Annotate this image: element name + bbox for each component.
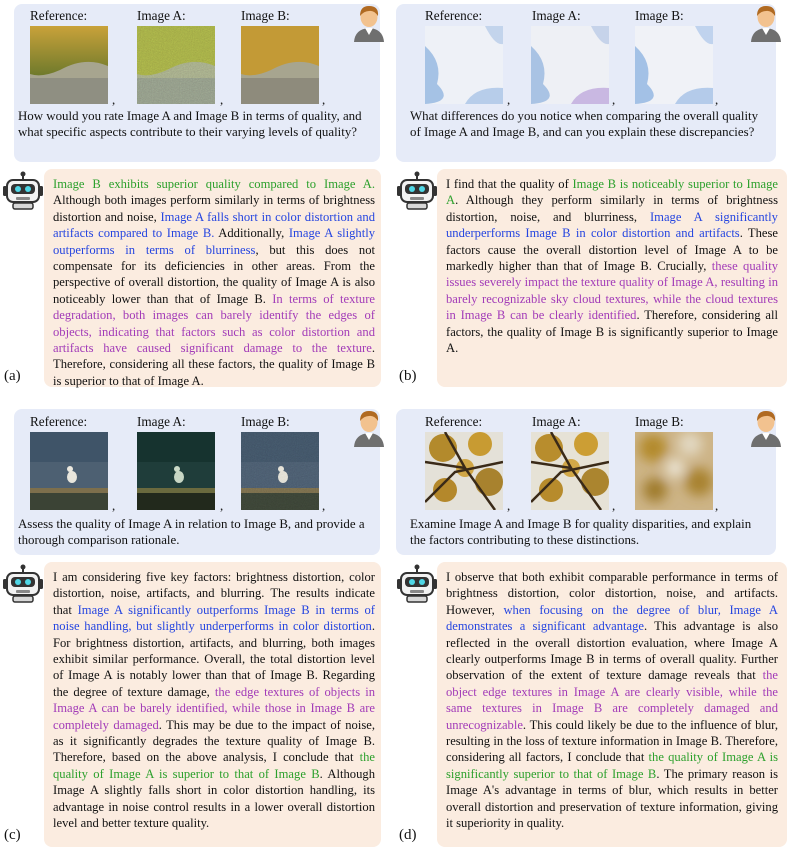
- image-b-label-d: Image B:: [635, 414, 684, 429]
- reference-label-a: Reference:: [30, 8, 88, 23]
- image-a-label-d: Image A:: [532, 414, 581, 429]
- answer-segment: when focusing on the degree of blur, Image A demonstrates a significant advantage: [446, 602, 778, 634]
- answer-segment: the quality of Image A is significantly superior to that of Image B: [446, 750, 778, 781]
- answer-segment: I observe that both exhibit comparable performance in terms of brightness distortion, color distortion, noise, and artifacts. However,: [446, 570, 778, 617]
- reference-label-d: Reference:: [425, 414, 483, 429]
- answer-segment: the edge textures of objects in Image A can be barely identified, while those in Image B are completely damaged: [53, 684, 375, 732]
- question-text-b: What differences do you notice when comparing the overall quality of Image A and Image B, and can you explain these discrepancies?: [410, 109, 759, 140]
- user-avatar-icon: [352, 4, 386, 47]
- image-b-label-a: Image B:: [241, 8, 290, 23]
- answer-segment: . This could likely be due to the influence of blur, resulting in the loss of texture information in Image B. Therefore, considering all factors, I conclude that: [446, 717, 778, 765]
- answer-text-b: [446, 176, 778, 356]
- answer-segment: Image A significantly underperforms Image B in color distortion and artifacts: [446, 209, 778, 241]
- image-a-label-c: Image A:: [137, 414, 186, 429]
- answer-segment: , but this does not compensate for its deficiencies in other areas. From the perspective of overall distortion, the quality of Image A is also noticeably lower than that of Image B.: [53, 242, 375, 306]
- answer-segment: . Although they perform similarly in terms of brightness distortion, noise, and blurriness,: [446, 193, 778, 224]
- reference-image-d: [425, 432, 503, 510]
- answer-segment: . Therefore, considering all these factors, the quality of Image B is superior to that of Image A.: [53, 341, 375, 388]
- answer-segment: Image B is noticeably superior to Image A: [446, 177, 778, 208]
- image-b-thumbnail-d: [635, 432, 713, 510]
- image-a-label-b: Image A:: [532, 8, 581, 23]
- comma: ,: [507, 92, 511, 107]
- image-b-label-c: Image B:: [241, 414, 290, 429]
- comma: ,: [112, 92, 116, 107]
- answer-segment: Although both images perform similarly in terms of brightness distortion and noise,: [53, 193, 375, 224]
- comma: ,: [612, 498, 616, 513]
- answer-segment: . Therefore, considering all factors, the quality of Image B is significantly superior to Image A.: [446, 308, 779, 356]
- answer-segment: Additionally,: [214, 226, 289, 241]
- answer-segment: the quality of Image A is superior to that of Image B: [53, 750, 375, 781]
- comma: ,: [715, 92, 719, 107]
- answer-segment: In terms of texture degradation, both images can barely identify the edges of objects, indicating that factors such as color distortion and artifacts have caused significant damage to the texture: [53, 291, 375, 356]
- answer-segment: Image A slightly outperforms in terms of blurriness: [53, 226, 375, 257]
- comma: ,: [715, 498, 719, 513]
- image-a-thumbnail-b: [531, 26, 609, 104]
- panel-tag-b: (b): [399, 368, 417, 384]
- panel-tag-d: (d): [399, 827, 417, 843]
- comma: ,: [220, 498, 224, 513]
- user-avatar-icon: [352, 409, 386, 452]
- answer-segment: . These factors cause the overall distortion level of Image A to be markedly higher than that of Image B. Crucially,: [446, 226, 778, 274]
- panel-tag-c: (c): [4, 827, 21, 843]
- answer-segment: these quality issues severely impact the texture quality of Image A, resulting in barely recognizable sky cloud textures, while the cloud textures in Image B can be clearly identified: [446, 259, 778, 323]
- robot-assistant-icon: [2, 563, 44, 608]
- reference-image-a: [30, 26, 108, 104]
- answer-segment: . This may be due to the impact of noise, as it significantly degrades the texture quality of Image B. Therefore, based on the above analysis, I conclude that: [53, 717, 375, 765]
- reference-image-c: [30, 432, 108, 510]
- answer-text-d: [446, 569, 778, 832]
- answer-segment: . Although Image A slightly falls short in color distortion handling, its advantage in noise control results in a lower overall distortion level and better texture quality.: [53, 766, 375, 831]
- answer-text-a: [53, 176, 375, 389]
- image-b-thumbnail-a: [241, 26, 319, 104]
- reference-image-b: [425, 26, 503, 104]
- answer-segment: Image A falls short in color distortion and artifacts compared to Image B.: [53, 209, 375, 241]
- comma: ,: [112, 498, 116, 513]
- answer-segment: Image A significantly outperforms Image B in terms of noise handling, but slightly underperforms in color distortion: [53, 602, 375, 634]
- answer-segment: . For brightness distortion, artifacts, and blurring, both images exhibit similar performance. Overall, the total distortion level of Image A is notably lower than that of Image B. Regarding the degree of texture damage,: [53, 619, 375, 699]
- image-a-thumbnail-a: [137, 26, 215, 104]
- answer-segment: I am considering five key factors: brightness distortion, color distortion, noise, artifacts, and blurring. The results indicate that: [53, 570, 375, 617]
- answer-segment: the object edge textures in Image A are clearly visible, while the same textures in Image B are completely damaged and unrecognizable: [446, 668, 778, 732]
- robot-assistant-icon: [396, 563, 438, 608]
- user-avatar-icon: [749, 4, 783, 47]
- robot-assistant-icon: [2, 170, 44, 215]
- question-text-c: Assess the quality of Image A in relation to Image B, and provide a thorough comparison rationale.: [18, 517, 365, 548]
- answer-segment: . This advantage is also reflected in the overall distortion evaluation, where Image A clearly outperforms Image B in terms of overall quality. Further observation of the extent of texture damage reveals that: [446, 619, 778, 683]
- image-b-label-b: Image B:: [635, 8, 684, 23]
- question-text-a: How would you rate Image A and Image B in terms of quality, and what specific aspects contribute to their varying levels of quality?: [18, 109, 362, 140]
- comma: ,: [322, 498, 326, 513]
- robot-assistant-icon: [396, 170, 438, 215]
- reference-label-b: Reference:: [425, 8, 483, 23]
- image-b-thumbnail-b: [635, 26, 713, 104]
- image-a-label-a: Image A:: [137, 8, 186, 23]
- panel-tag-a: (a): [4, 368, 21, 384]
- answer-text-c: [53, 569, 375, 832]
- comma: ,: [220, 92, 224, 107]
- image-a-thumbnail-c: [137, 432, 215, 510]
- answer-segment: Image B exhibits superior quality compared to Image A.: [53, 177, 375, 191]
- reference-label-c: Reference:: [30, 414, 88, 429]
- comma: ,: [507, 498, 511, 513]
- user-avatar-icon: [749, 409, 783, 452]
- image-b-thumbnail-c: [241, 432, 319, 510]
- comma: ,: [612, 92, 616, 107]
- image-a-thumbnail-d: [531, 432, 609, 510]
- question-text-d: Examine Image A and Image B for quality disparities, and explain the factors contributing to these distinctions.: [410, 517, 752, 548]
- answer-segment: I find that the quality of: [446, 177, 573, 191]
- answer-segment: . The primary reason is Image A's advantage in terms of blur, which results in better overall distortion and preservation of texture information, giving it superiority in quality.: [446, 766, 778, 831]
- comma: ,: [322, 92, 326, 107]
